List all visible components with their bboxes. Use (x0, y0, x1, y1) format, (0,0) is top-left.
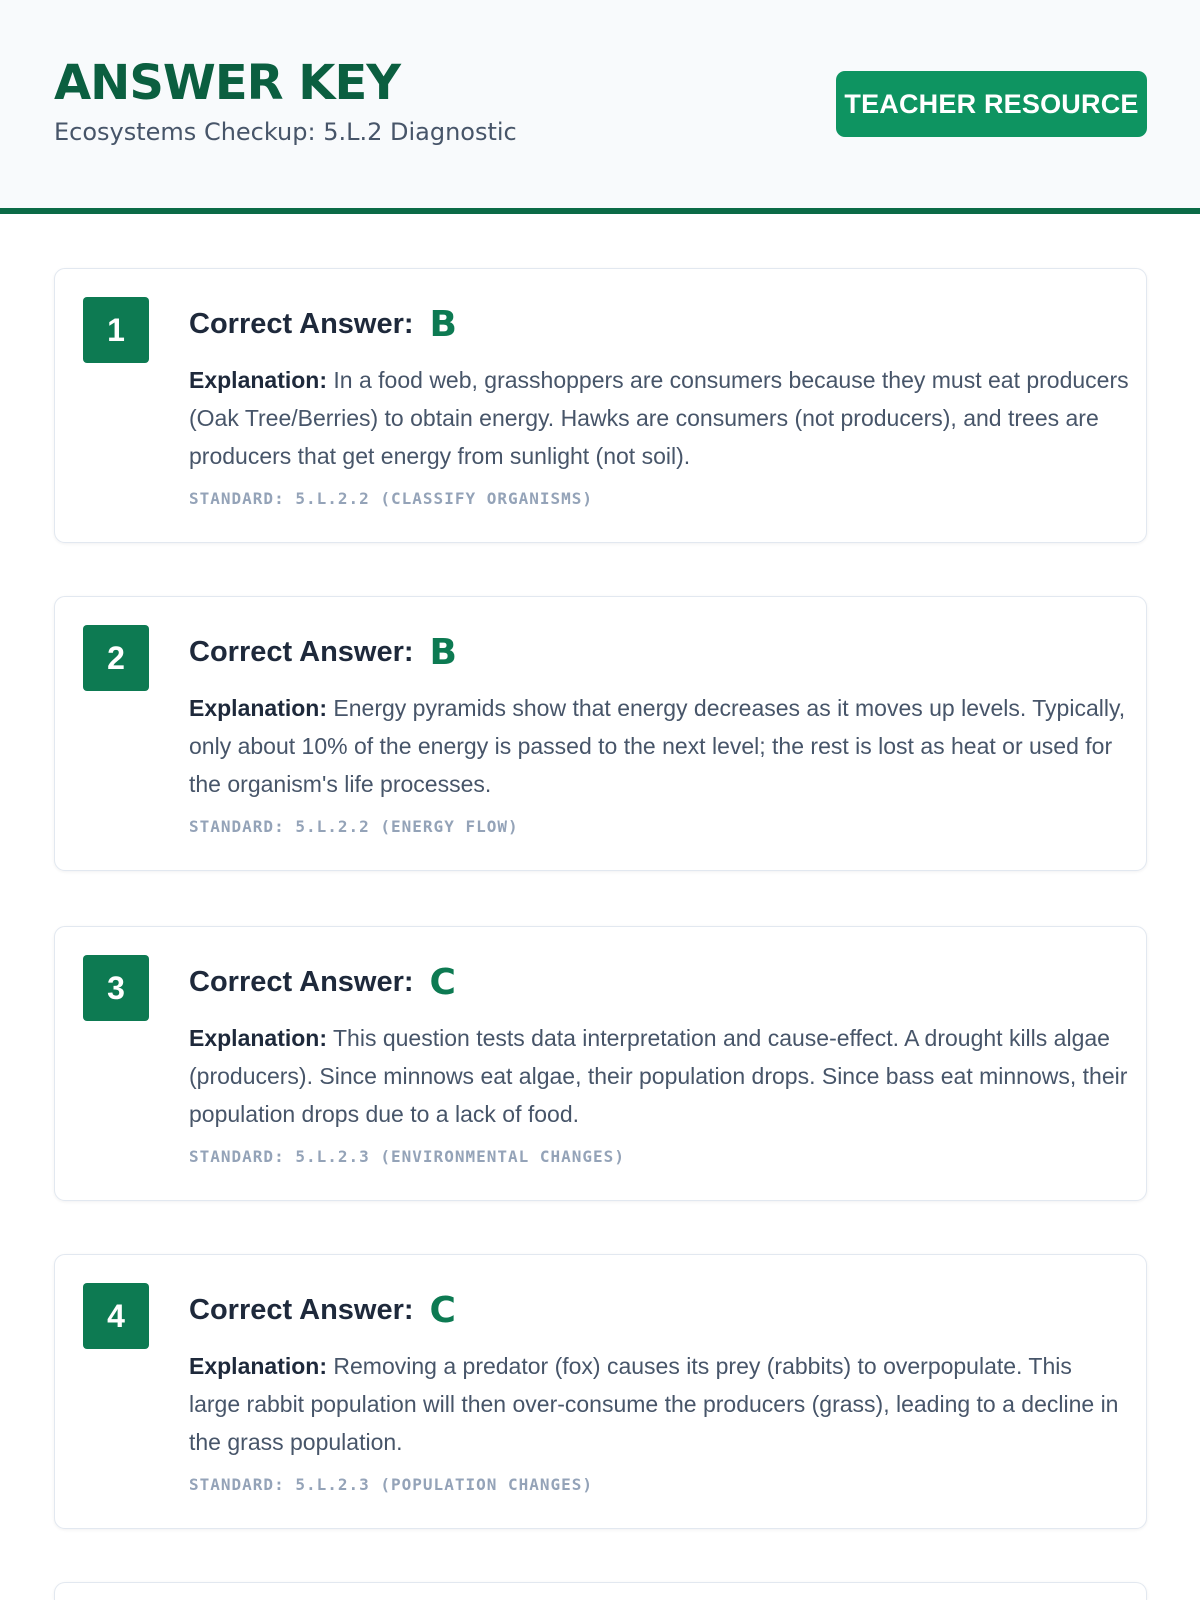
explanation-text (189, 1019, 1129, 1133)
correct-answer-line (189, 297, 457, 351)
correct-answer-label: Correct Answer: (189, 635, 414, 668)
question-number: 3 (83, 955, 149, 1021)
correct-answer-label: Correct Answer: (189, 1293, 414, 1326)
explanation-label: Explanation: (189, 1025, 328, 1051)
standard-tag: STANDARD: 5.L.2.2 (ENERGY FLOW) (189, 817, 519, 836)
explanation-label: Explanation: (189, 367, 328, 393)
question-number: 2 (83, 625, 149, 691)
explanation-text (189, 1347, 1129, 1461)
explanation-text (189, 689, 1129, 803)
answer-card-2 (54, 596, 1147, 871)
explanation-body: In a food web, grasshoppers are consumers because they must eat producers (Oak Tree/Berries) to obtain energy. Hawks are consumers (not producers), and trees are producers that get energy from sunlight (not soil). (189, 367, 1129, 469)
page-subtitle: Ecosystems Checkup: 5.L.2 Diagnostic (54, 118, 517, 146)
question-number: 4 (83, 1283, 149, 1349)
question-number: 1 (83, 297, 149, 363)
correct-answer-label: Correct Answer: (189, 307, 414, 340)
standard-tag: STANDARD: 5.L.2.2 (CLASSIFY ORGANISMS) (189, 489, 594, 508)
teacher-resource-badge: TEACHER RESOURCE (836, 71, 1147, 137)
correct-answer-letter: B (429, 631, 457, 673)
correct-answer-line (189, 1283, 456, 1337)
answer-card-1 (54, 268, 1147, 543)
explanation-body: This question tests data interpretation and cause-effect. A drought kills algae (producers). Since minnows eat algae, their population drops. Since bass eat minnows, their population drops due to a lack of food. (189, 1025, 1128, 1127)
answer-card-5-partial (54, 1582, 1147, 1600)
answer-card-4 (54, 1254, 1147, 1529)
correct-answer-letter: C (429, 1289, 456, 1331)
explanation-label: Explanation: (189, 695, 328, 721)
correct-answer-line (189, 955, 456, 1009)
answer-card-3 (54, 926, 1147, 1201)
correct-answer-line (189, 625, 457, 679)
explanation-label: Explanation: (189, 1353, 328, 1379)
explanation-text (189, 361, 1129, 475)
standard-tag: STANDARD: 5.L.2.3 (ENVIRONMENTAL CHANGES) (189, 1147, 625, 1166)
correct-answer-letter: C (429, 961, 456, 1003)
explanation-body: Energy pyramids show that energy decreases as it moves up levels. Typically, only about 10% of the energy is passed to the next level; the rest is lost as heat or used for the organism's life processes. (189, 695, 1126, 797)
standard-tag: STANDARD: 5.L.2.3 (POPULATION CHANGES) (189, 1475, 594, 1494)
explanation-body: Removing a predator (fox) causes its prey (rabbits) to overpopulate. This large rabbit population will then over-consume the producers (grass), leading to a decline in the grass population. (189, 1353, 1119, 1455)
correct-answer-letter: B (429, 303, 457, 345)
page-title: ANSWER KEY (54, 55, 401, 111)
correct-answer-label: Correct Answer: (189, 965, 414, 998)
page-header (0, 0, 1200, 214)
